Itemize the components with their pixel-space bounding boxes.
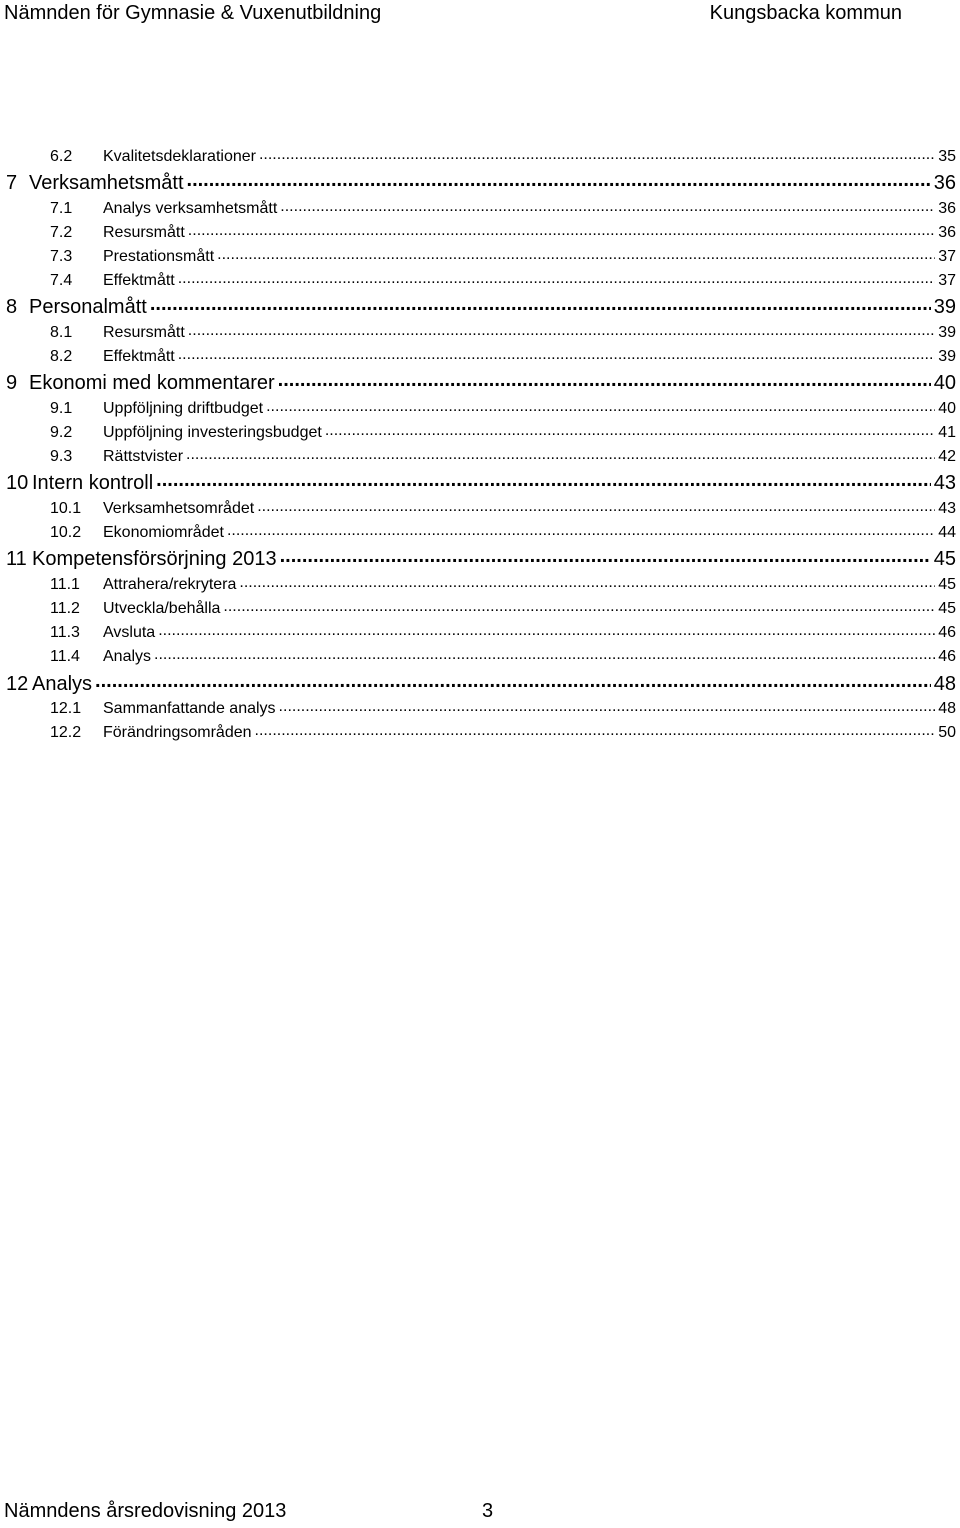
toc-section-entry[interactable] [0,421,958,445]
toc-entry-title: Intern kontroll [32,472,154,495]
toc-entry-title: Analys verksamhetsmått [103,199,278,217]
toc-entry-title: Effektmått [103,348,175,366]
toc-chapter-entry[interactable] [0,169,958,197]
toc-entry-page: 36 [938,199,956,217]
toc-dot-leader [158,621,935,637]
toc-entry-title: Attrahera/rekrytera [103,575,237,593]
toc-section-entry[interactable] [0,245,958,269]
toc-entry-number: 7.4 [50,272,73,290]
toc-section-entry[interactable] [0,721,958,745]
toc-entry-number: 12 [6,672,29,695]
toc-entry-page: 35 [938,148,956,165]
toc-section-entry[interactable] [0,521,958,545]
toc-entry-title: Sammanfattande analys [103,700,276,717]
toc-entry-page: 45 [938,575,956,593]
toc-entry-page: 45 [933,548,956,571]
toc-dot-leader [217,245,935,261]
page-header [4,0,902,32]
toc-chapter-entry[interactable] [0,545,958,573]
toc-entry-number: 12.1 [50,700,82,717]
toc-entry-page: 48 [938,700,956,717]
toc-dot-leader [257,497,935,513]
toc-dot-leader [266,397,935,413]
toc-entry-number: 12.2 [50,724,82,742]
toc-dot-leader [239,573,935,589]
toc-entry-page: 44 [938,524,956,542]
toc-entry-page: 50 [938,724,956,742]
toc-entry-number: 11.2 [50,599,80,617]
toc-dot-leader [154,645,935,661]
toc-dot-leader [280,197,935,213]
toc-entry-number: 8.1 [50,323,73,341]
toc-entry-title: Resursmått [103,323,185,341]
toc-dot-leader [255,721,936,737]
toc-entry-page: 37 [938,272,956,290]
toc-entry-title: Kompetensförsörjning 2013 [32,548,277,571]
toc-entry-page: 40 [938,399,956,417]
toc-dot-leader [187,169,931,189]
footer-page-number: 3 [482,1500,494,1522]
toc-entry-title: Analys [103,648,152,666]
toc-dot-leader [150,293,931,313]
toc-section-entry[interactable] [0,321,958,345]
header-municipality: Kungsbacka kommun [709,2,902,24]
toc-entry-number: 7 [6,172,18,195]
toc-entry-page: 37 [938,248,956,266]
toc-chapter-entry[interactable] [0,469,958,497]
footer-document-title: Nämndens årsredovisning 2013 [4,1500,287,1522]
toc-section-entry[interactable] [0,573,958,597]
toc-chapter-entry[interactable] [0,369,958,397]
toc-dot-leader [227,521,935,537]
toc-entry-page: 41 [938,424,956,441]
toc-entry-page: 36 [938,223,956,241]
toc-entry-number: 9 [6,372,18,395]
toc-entry-page: 39 [938,323,956,341]
toc-entry-number: 6.2 [50,148,73,165]
toc-dot-leader [279,697,936,713]
toc-entry-number: 10.2 [50,524,82,542]
toc-entry-title: Avsluta [103,624,156,642]
toc-entry-title: Prestationsmått [103,248,215,266]
toc-chapter-entry[interactable] [0,670,958,698]
toc-entry-number: 11 [6,548,27,571]
toc-section-entry[interactable] [0,597,958,621]
toc-entry-number: 9.1 [50,399,73,417]
toc-entry-page: 48 [933,672,956,695]
toc-dot-leader [259,145,935,161]
toc-dot-leader [188,321,935,337]
toc-entry-page: 46 [938,648,956,666]
toc-entry-number: 11.3 [50,624,80,642]
toc-entry-title: Uppföljning driftbudget [103,399,264,417]
toc-entry-title: Personalmått [29,296,147,319]
toc-section-entry[interactable] [0,497,958,521]
toc-entry-number: 9.2 [50,424,73,441]
toc-dot-leader [223,597,935,613]
toc-dot-leader [278,369,931,389]
toc-section-entry[interactable] [0,221,958,245]
toc-dot-leader [280,545,931,565]
toc-section-entry[interactable] [0,645,958,669]
toc-entry-number: 11.4 [50,648,80,666]
toc-dot-leader [178,269,935,285]
toc-section-entry[interactable] [0,397,958,421]
toc-entry-page: 39 [933,296,956,319]
toc-section-entry[interactable] [0,145,958,169]
toc-entry-title: Rättstvister [103,448,184,466]
toc-entry-title: Förändringsområden [103,724,252,742]
toc-entry-number: 8 [6,296,18,319]
toc-entry-title: Uppföljning investeringsbudget [103,424,322,441]
toc-entry-page: 45 [938,599,956,617]
toc-entry-number: 10.1 [50,499,82,517]
toc-entry-title: Resursmått [103,223,185,241]
toc-chapter-entry[interactable] [0,293,958,321]
toc-section-entry[interactable] [0,621,958,645]
toc-entry-number: 9.3 [50,448,73,466]
toc-section-entry[interactable] [0,269,958,293]
toc-entry-number: 11.1 [50,575,80,593]
toc-entry-title: Verksamhetsområdet [103,499,255,517]
toc-entry-number: 10 [6,472,29,495]
toc-entry-title: Verksamhetsmått [29,172,184,195]
toc-entry-number: 7.2 [50,223,73,241]
toc-entry-number: 7.3 [50,248,73,266]
toc-entry-title: Ekonomiområdet [103,524,224,542]
toc-dot-leader [156,469,931,489]
toc-entry-page: 42 [938,448,956,466]
toc-entry-title: Kvalitetsdeklarationer [103,148,256,165]
toc-entry-page: 43 [933,472,956,495]
toc-entry-page: 36 [933,172,956,195]
toc-section-entry[interactable] [0,697,958,721]
toc-section-entry[interactable] [0,197,958,221]
toc-entry-page: 46 [938,624,956,642]
toc-section-entry[interactable] [0,445,958,469]
toc-entry-title: Ekonomi med kommentarer [29,372,275,395]
toc-dot-leader [178,345,935,361]
toc-dot-leader [95,670,931,690]
toc-entry-number: 8.2 [50,348,73,366]
toc-dot-leader [325,421,935,437]
header-committee-name: Nämnden för Gymnasie & Vuxenutbildning [4,2,382,24]
toc-entry-page: 43 [938,499,956,517]
toc-entry-title: Analys [32,672,93,695]
toc-dot-leader [186,445,935,461]
toc-dot-leader [188,221,935,237]
toc-section-entry[interactable] [0,345,958,369]
toc-entry-title: Effektmått [103,272,175,290]
table-of-contents [0,145,960,745]
toc-entry-number: 7.1 [50,199,73,217]
toc-entry-page: 40 [933,372,956,395]
toc-entry-page: 39 [938,348,956,366]
toc-entry-title: Utveckla/behålla [103,599,221,617]
